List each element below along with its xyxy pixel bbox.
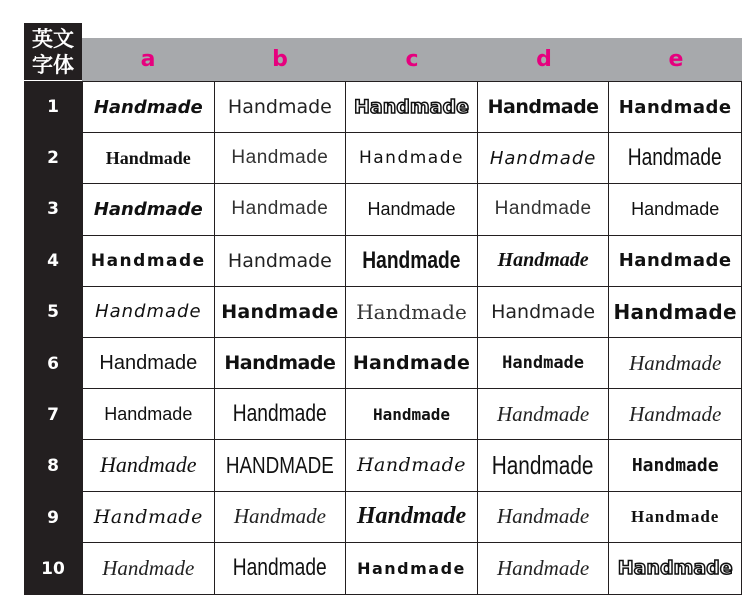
font-sample-7c <box>346 389 478 440</box>
font-sample-4b <box>215 236 347 287</box>
font-sample-text: Handmade <box>492 449 594 480</box>
font-sample-10c <box>346 543 478 594</box>
font-sample-9d <box>478 492 610 543</box>
font-sample-text: Handmade <box>631 506 720 526</box>
font-sample-text: Handmade <box>613 299 737 324</box>
font-sample-text: Handmade <box>105 147 191 168</box>
font-sample-2b <box>215 133 347 184</box>
font-sample-text: Handmade <box>224 352 336 375</box>
row-header-9: 9 <box>47 507 59 528</box>
font-sample-text: Handmade <box>629 350 722 375</box>
row-header-7: 7 <box>47 405 59 426</box>
column-header-c: c <box>405 47 419 72</box>
font-sample-text: Handmade <box>489 147 597 169</box>
font-sample-text: Handmade <box>93 96 203 118</box>
font-sample-text: Handmade <box>631 454 719 476</box>
font-sample-text: Handmade <box>104 403 193 424</box>
font-sample-4c <box>346 236 478 287</box>
font-sample-6b <box>215 338 347 389</box>
font-sample-9a <box>83 492 215 543</box>
column-header-b: b <box>272 47 288 72</box>
row-header-10: 10 <box>41 559 65 580</box>
font-sample-text: Handmade <box>227 249 332 272</box>
font-sample-text: HANDMADE <box>225 451 334 478</box>
row-header-5: 5 <box>47 302 59 323</box>
font-sample-text: Handmade <box>354 96 469 119</box>
font-sample-text: Handmade <box>93 198 203 220</box>
font-sample-7b <box>215 389 347 440</box>
font-sample-8d <box>478 440 610 491</box>
font-sample-9b <box>215 492 347 543</box>
row-header-1: 1 <box>47 96 59 117</box>
font-sample-1e <box>609 82 741 133</box>
font-sample-3c <box>346 184 478 235</box>
font-sample-3b <box>215 184 347 235</box>
font-sample-6d <box>478 338 610 389</box>
font-sample-text: Handmade <box>629 401 722 426</box>
font-sample-6a <box>83 338 215 389</box>
font-sample-1c <box>346 82 478 133</box>
font-sample-1d <box>478 82 610 133</box>
font-sample-10a <box>83 543 215 594</box>
font-sample-2a <box>83 133 215 184</box>
font-sample-text: Handmade <box>356 454 467 477</box>
font-sample-text: Handmade <box>232 554 327 582</box>
font-sample-text: Handmade <box>231 198 329 220</box>
font-sample-text: Handmade <box>233 504 326 529</box>
font-sample-text: Handmade <box>618 96 732 118</box>
font-sample-9c <box>346 492 478 543</box>
font-sample-text: Handmade <box>372 404 451 424</box>
font-sample-8e <box>609 440 741 491</box>
font-sample-text: Handmade <box>227 96 332 119</box>
corner-label-line1: 英文 <box>32 26 74 51</box>
font-sample-6e <box>609 338 741 389</box>
font-sample-10d <box>478 543 610 594</box>
font-sample-8c <box>346 440 478 491</box>
font-sample-text: Handmade <box>362 246 461 274</box>
font-sample-text: Handmade <box>487 96 599 119</box>
font-sample-text: Handmade <box>497 504 590 529</box>
font-sample-grid <box>82 81 742 595</box>
font-sample-text: Handmade <box>221 300 339 323</box>
font-sample-text: Handmade <box>367 198 456 219</box>
font-sample-5e <box>609 287 741 338</box>
font-sample-text: Handmade <box>356 503 467 530</box>
font-sample-7a <box>83 389 215 440</box>
font-sample-6c <box>346 338 478 389</box>
font-sample-text: Handmade <box>357 558 466 578</box>
font-sample-text: Handmade <box>102 555 195 580</box>
font-sample-1b <box>215 82 347 133</box>
font-sample-text: Handmade <box>231 147 329 169</box>
font-sample-9e <box>609 492 741 543</box>
font-sample-text: Handmade <box>358 148 464 169</box>
font-sample-text: Handmade <box>628 144 723 172</box>
font-sample-5b <box>215 287 347 338</box>
font-sample-text: Handmade <box>90 250 206 271</box>
font-sample-1a <box>83 82 215 133</box>
font-sample-text: Handmade <box>617 557 733 580</box>
font-sample-3d <box>478 184 610 235</box>
font-sample-text: Handmade <box>95 301 202 323</box>
font-sample-text: Handmade <box>497 401 590 426</box>
font-sample-7e <box>609 389 741 440</box>
font-sample-text: Handmade <box>93 505 203 528</box>
font-sample-5a <box>83 287 215 338</box>
font-sample-text: Handmade <box>497 249 589 272</box>
font-sample-text: Handmade <box>232 400 327 428</box>
font-sample-text: Handmade <box>491 300 596 323</box>
column-header-e: e <box>668 47 684 72</box>
font-sample-3a <box>83 184 215 235</box>
font-sample-3e <box>609 184 741 235</box>
row-header-3: 3 <box>47 199 59 220</box>
font-sample-2d <box>478 133 610 184</box>
font-sample-8b <box>215 440 347 491</box>
font-sample-10b <box>215 543 347 594</box>
font-sample-2e <box>609 133 741 184</box>
font-sample-text: Handmade <box>352 352 471 375</box>
font-sample-text: Handmade <box>618 250 732 272</box>
column-header-a: a <box>140 47 156 72</box>
font-sample-text: Handmade <box>100 452 197 478</box>
font-sample-text: Handmade <box>497 555 590 580</box>
font-sample-7d <box>478 389 610 440</box>
row-header-6: 6 <box>47 353 59 374</box>
font-sample-text: Handmade <box>356 299 467 324</box>
row-header-4: 4 <box>47 250 59 271</box>
column-header-d: d <box>536 47 552 72</box>
font-sample-4e <box>609 236 741 287</box>
font-sample-4a <box>83 236 215 287</box>
font-sample-2c <box>346 133 478 184</box>
font-sample-text: Handmade <box>99 351 198 374</box>
font-sample-text: Handmade <box>631 198 720 219</box>
font-sample-4d <box>478 236 610 287</box>
row-header-8: 8 <box>47 456 59 477</box>
font-sample-text: Handmade <box>494 198 592 220</box>
font-sample-5c <box>346 287 478 338</box>
font-sample-10e <box>609 543 741 594</box>
corner-label <box>24 23 82 80</box>
font-sample-8a <box>83 440 215 491</box>
font-sample-text: Handmade <box>502 353 585 374</box>
font-sample-5d <box>478 287 610 338</box>
row-header-2: 2 <box>47 148 59 169</box>
corner-label-line2: 字体 <box>32 52 74 77</box>
